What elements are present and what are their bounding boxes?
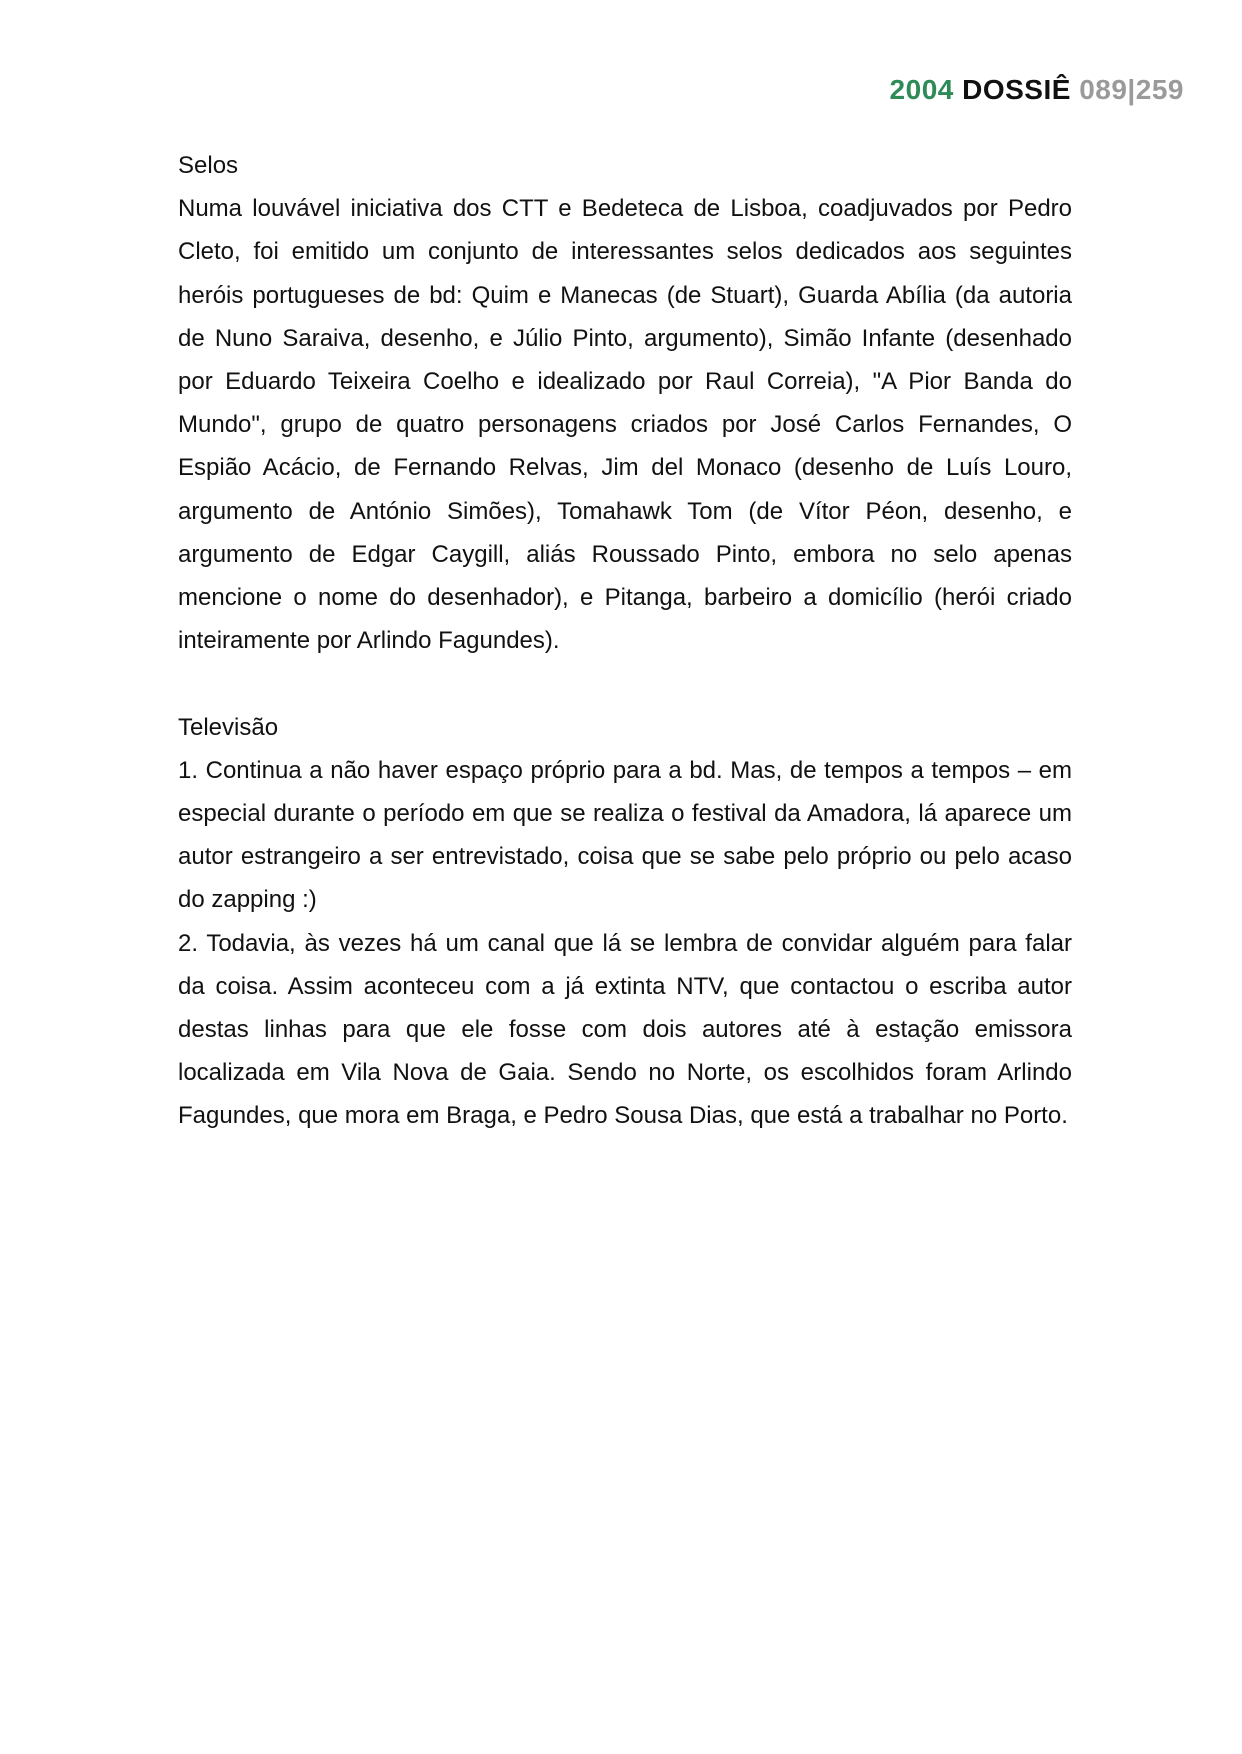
header-title: DOSSIÊ — [962, 74, 1071, 105]
document-body — [178, 144, 1072, 1138]
paragraph: 1. Continua a não haver espaço próprio para a bd. Mas, de tempos a tempos – em especial durante o período em que se realiza o festival da Amadora, lá aparece um autor estrangeiro a ser entrevistado, coisa que se sabe pelo próprio ou pelo acaso do zapping :) — [178, 756, 1072, 914]
section-televisao — [178, 706, 1072, 1138]
section-title: Televisão — [178, 713, 279, 741]
paragraph: 2. Todavia, às vezes há um canal que lá se lembra de convidar alguém para falar da coisa. Assim aconteceu com a já extinta NTV, que contactou o escriba autor destas linhas para que ele fosse com dois autores até à estação emissora localizada em Vila Nova de Gaia. Sendo no Norte, os escolhidos foram Arlindo Fagundes, que mora em Braga, e Pedro Sousa Dias, que está a trabalhar no Porto. — [178, 929, 1072, 1130]
header-page-numbers: 089|259 — [1079, 74, 1184, 105]
page-header — [890, 74, 1184, 106]
paragraph: Numa louvável iniciativa dos CTT e Bedeteca de Lisboa, coadjuvados por Pedro Cleto, foi emitido um conjunto de interessantes selos dedicados aos seguintes heróis portugueses de bd: Quim e Manecas (de Stuart), Guarda Abília (da autoria de Nuno Saraiva, desenho, e Júlio Pinto, argumento), Simão Infante (desenhado por Eduardo Teixeira Coelho e idealizado por Raul Correia), "A Pior Banda do Mundo", grupo de quatro personagens criados por José Carlos Fernandes, O Espião Acácio, de Fernando Relvas, Jim del Monaco (desenho de Luís Louro, argumento de António Simões), Tomahawk Tom (de Vítor Péon, desenho, e argumento de Edgar Caygill, aliás Roussado Pinto, embora no selo apenas mencione o nome do desenhador), e Pitanga, barbeiro a domicílio (herói criado inteiramente por Arlindo Fagundes). — [178, 195, 1072, 655]
section-title: Selos — [178, 152, 239, 179]
section-selos — [178, 144, 1072, 662]
section-spacer — [178, 662, 1072, 705]
header-year: 2004 — [889, 74, 954, 105]
